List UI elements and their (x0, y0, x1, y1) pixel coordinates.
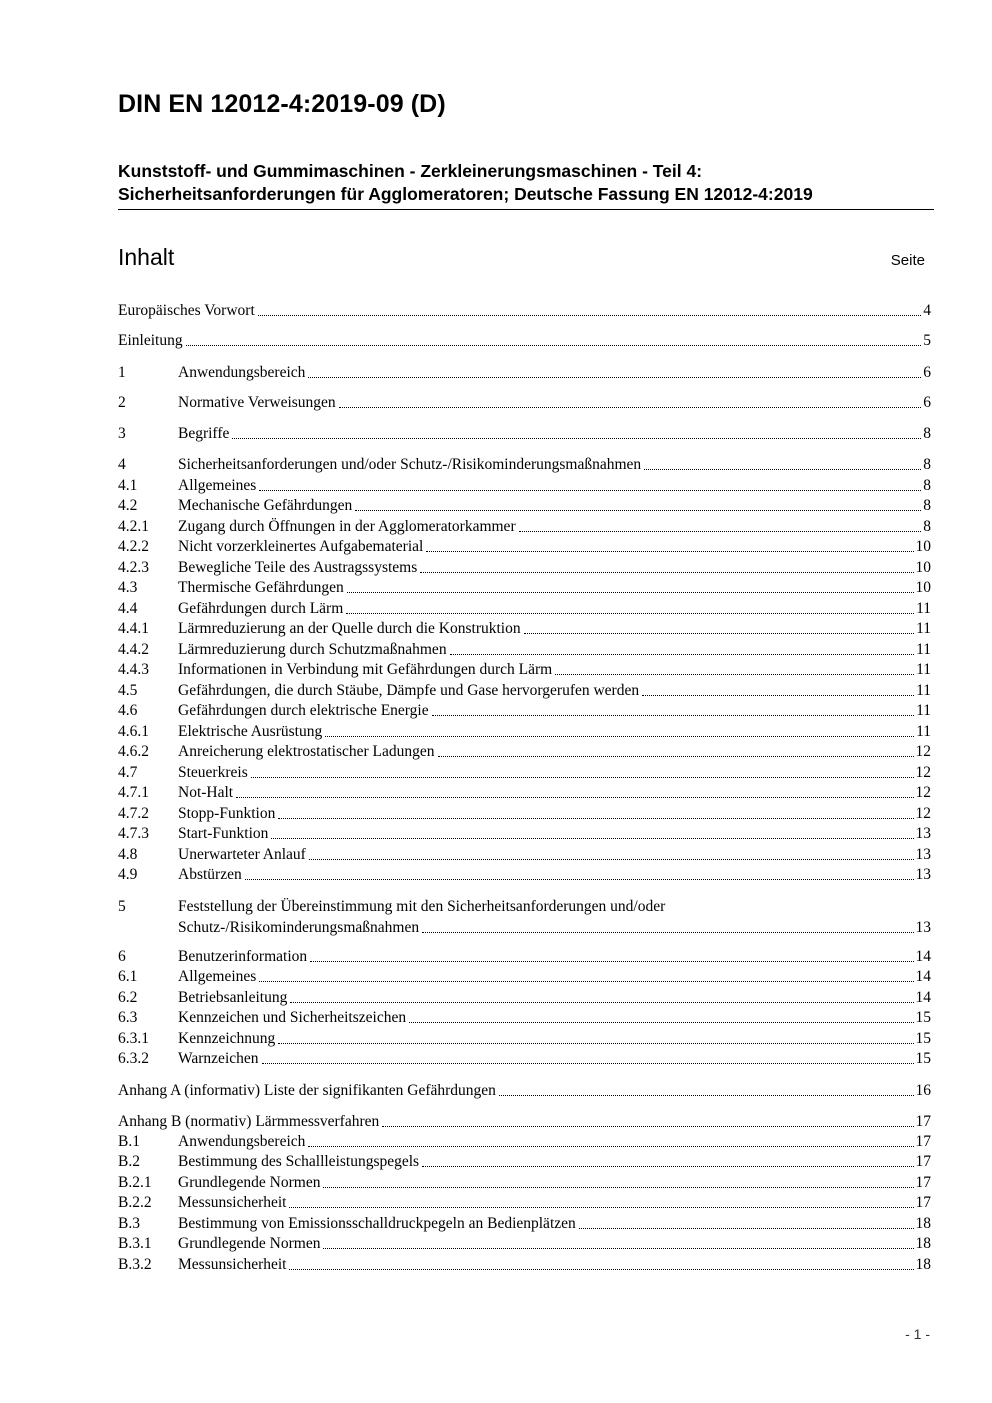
toc-entry-number: B.3.1 (118, 1235, 152, 1252)
toc-entry-page: 17 (915, 1133, 931, 1150)
toc-entry[interactable] (118, 762, 931, 783)
toc-entry-title: Europäisches Vorwort (118, 302, 255, 319)
toc-entry-title: Normative Verweisungen (178, 394, 336, 411)
dot-leader (524, 618, 914, 634)
toc-entry-title: Gefährdungen durch Lärm (178, 600, 344, 617)
toc-entry-number: 3 (118, 425, 126, 442)
toc-entry[interactable] (118, 844, 931, 865)
toc-entry-number: 6.2 (118, 989, 138, 1006)
toc-entry-title: Bewegliche Teile des Austragssystems (178, 559, 418, 576)
toc-entry[interactable] (118, 1048, 931, 1069)
toc-entry-number: 1 (118, 364, 126, 381)
toc-entry-page: 10 (915, 538, 931, 555)
dot-leader (644, 454, 921, 470)
dot-leader (325, 721, 914, 737)
dot-leader (422, 917, 913, 933)
toc-entry-title: Gefährdungen, die durch Stäube, Dämpfe und Gase hervorgerufen werden (178, 682, 640, 699)
toc-entry-page: 17 (915, 1113, 931, 1130)
dot-leader (432, 700, 914, 716)
toc-entry[interactable] (118, 454, 931, 475)
dot-leader (308, 362, 921, 378)
toc-entry[interactable] (118, 896, 931, 936)
toc-entry-page: 15 (915, 1009, 931, 1026)
toc-entry-page: 18 (915, 1215, 931, 1232)
toc-entry[interactable] (118, 1151, 931, 1172)
toc-entry[interactable] (118, 741, 931, 762)
toc-entry-number: 6.3 (118, 1009, 138, 1026)
toc-entry-number: 6.3.1 (118, 1030, 149, 1047)
toc-entry-title: Elektrische Ausrüstung (178, 723, 323, 740)
toc-entry-number: 4.7.2 (118, 805, 149, 822)
toc-entry-title: Mechanische Gefährdungen (178, 497, 353, 514)
toc-entry-title: Begriffe (178, 425, 230, 442)
dot-leader (555, 659, 914, 675)
toc-entry-page: 12 (915, 743, 931, 760)
toc-entry-title: Kennzeichen und Sicherheitszeichen (178, 1009, 407, 1026)
toc-entry-title: Grundlegende Normen (178, 1174, 321, 1191)
toc-entry[interactable] (118, 823, 931, 844)
toc-entry[interactable] (118, 966, 931, 987)
toc-entry-title: Betriebsanleitung (178, 989, 288, 1006)
toc-entry-title-continued: Schutz-/Risikominderungsmaßnahmen (178, 919, 420, 936)
toc-entry[interactable] (118, 392, 931, 413)
toc-entry-number: 4.4.1 (118, 620, 149, 637)
toc-entry-page: 15 (915, 1030, 931, 1047)
toc-entry[interactable] (118, 782, 931, 803)
dot-leader (309, 844, 914, 860)
dot-leader (259, 475, 921, 491)
toc-entry-page: 11 (916, 661, 931, 678)
toc-heading: Inhalt (118, 244, 175, 270)
toc-entry[interactable] (118, 1213, 931, 1234)
toc-entry[interactable] (118, 362, 931, 383)
toc-entry[interactable] (118, 300, 931, 321)
toc-entry-number: B.2.2 (118, 1194, 152, 1211)
dot-leader (186, 330, 922, 346)
toc-entry-page: 11 (916, 682, 931, 699)
dot-leader (259, 966, 913, 982)
dot-leader (346, 598, 914, 614)
toc-entry-number: 4 (118, 456, 126, 473)
toc-entry-number: 4.8 (118, 846, 138, 863)
toc-entry-page: 10 (915, 559, 931, 576)
toc-entry[interactable] (118, 423, 931, 444)
toc-entry-number: B.2.1 (118, 1174, 152, 1191)
toc-entry-title: Steuerkreis (178, 764, 248, 781)
dot-leader (308, 1131, 913, 1147)
toc-entry-number: 4.7.3 (118, 825, 149, 842)
page-number: - 1 - (905, 1326, 930, 1342)
toc-entry-number: 4.7 (118, 764, 138, 781)
dot-leader (289, 1192, 913, 1208)
toc-entry-page: 6 (923, 394, 931, 411)
toc-entry-number: B.3 (118, 1215, 140, 1232)
toc-entry-title: Nicht vorzerkleinertes Aufgabematerial (178, 538, 424, 555)
toc-entry-page: 5 (923, 332, 931, 349)
toc-entry[interactable] (118, 536, 931, 557)
toc-entry-number: 4.4.3 (118, 661, 149, 678)
dot-leader (450, 639, 914, 655)
dot-leader (323, 1172, 913, 1188)
toc-entry-title: Warnzeichen (178, 1050, 259, 1067)
toc-entry-number: 4.6 (118, 702, 138, 719)
toc-entry-number: 4.6.1 (118, 723, 149, 740)
toc-entry-number: 6 (118, 948, 126, 965)
document-subtitle (118, 160, 934, 210)
toc-entry-number: 4.2 (118, 497, 138, 514)
toc-entry-page: 14 (915, 968, 931, 985)
toc-entry-page: 11 (916, 600, 931, 617)
toc-entry-number: 4.2.1 (118, 518, 149, 535)
toc-entry-number: 4.9 (118, 866, 138, 883)
toc-entry[interactable] (118, 1111, 931, 1132)
toc-entry-page: 18 (915, 1235, 931, 1252)
toc-entry[interactable] (118, 864, 931, 885)
toc-entry-number: 2 (118, 394, 126, 411)
toc-entry[interactable] (118, 330, 931, 351)
toc-entry[interactable] (118, 659, 931, 680)
toc-entry[interactable] (118, 700, 931, 721)
toc-entry-page: 14 (915, 948, 931, 965)
toc-entry-title: Abstürzen (178, 866, 242, 883)
toc-entry-page: 8 (923, 477, 931, 494)
toc-entry-title: Lärmreduzierung an der Quelle durch die Konstruktion (178, 620, 521, 637)
dot-leader (245, 864, 914, 880)
toc-entry-title: Anhang B (normativ) Lärmmessverfahren (118, 1113, 380, 1130)
toc-entry-title: Grundlegende Normen (178, 1235, 321, 1252)
toc-entry-page: 18 (915, 1256, 931, 1273)
toc-entry-title: Thermische Gefährdungen (178, 579, 344, 596)
toc-entry-page: 8 (923, 456, 931, 473)
toc-entry[interactable] (118, 1028, 931, 1049)
toc-entry-title: Sicherheitsanforderungen und/oder Schutz-/Risikominderungsmaßnahmen (178, 456, 642, 473)
toc-entry-number: 4.4 (118, 600, 138, 617)
toc-entry-page: 13 (915, 825, 931, 842)
toc-entry-page: 13 (915, 846, 931, 863)
toc-entry[interactable] (118, 1172, 931, 1193)
toc-entry-number: 5 (118, 898, 126, 915)
toc-entry[interactable] (118, 987, 931, 1008)
toc-entry-page: 17 (915, 1194, 931, 1211)
dot-leader (382, 1111, 913, 1127)
toc-entry-number: 6.3.2 (118, 1050, 149, 1067)
toc-entry-number: B.3.2 (118, 1256, 152, 1273)
toc-entry-title: Zugang durch Öffnungen in der Agglomeratorkammer (178, 518, 516, 535)
toc-entry[interactable] (118, 1080, 931, 1101)
page-column-label: Seite (890, 252, 925, 269)
dot-leader (278, 803, 913, 819)
dot-leader (258, 300, 921, 316)
toc-entry-number: 4.5 (118, 682, 138, 699)
toc-entry-number: B.1 (118, 1133, 140, 1150)
dot-leader (251, 762, 914, 778)
dot-leader (422, 1151, 913, 1167)
toc-entry-page: 12 (915, 805, 931, 822)
toc-entry-page: 11 (916, 620, 931, 637)
toc-entry-title: Allgemeines (178, 968, 257, 985)
dot-leader (409, 1007, 913, 1023)
dot-leader (290, 987, 913, 1003)
toc-entry[interactable] (118, 557, 931, 578)
toc-entry-title: Unerwarteter Anlauf (178, 846, 306, 863)
toc-entry-page: 8 (923, 425, 931, 442)
toc-entry-page: 17 (915, 1153, 931, 1170)
dot-leader (232, 423, 921, 439)
dot-leader (323, 1233, 913, 1249)
toc-entry-title: Feststellung der Übereinstimmung mit den Sicherheitsanforderungen und/oder (178, 898, 666, 915)
toc-entry-number: 4.6.2 (118, 743, 149, 760)
toc-entry[interactable] (118, 803, 931, 824)
toc-entry-page: 10 (915, 579, 931, 596)
toc-entry-page: 17 (915, 1174, 931, 1191)
toc-entry-title: Anwendungsbereich (178, 364, 306, 381)
toc-entry-title: Start-Funktion (178, 825, 269, 842)
dot-leader (310, 946, 913, 962)
toc-entry-title: Anhang A (informativ) Liste der signifikanten Gefährdungen (118, 1082, 496, 1099)
toc-entry-title: Messunsicherheit (178, 1194, 287, 1211)
toc-entry-number: 4.1 (118, 477, 138, 494)
toc-entry-number: 4.2.2 (118, 538, 149, 555)
dot-leader (289, 1254, 913, 1270)
toc-entry[interactable] (118, 577, 931, 598)
toc-entry[interactable] (118, 475, 931, 496)
dot-leader (438, 741, 914, 757)
toc-entry[interactable] (118, 1007, 931, 1028)
toc-entry-title: Allgemeines (178, 477, 257, 494)
dot-leader (642, 680, 914, 696)
toc-entry-title: Bestimmung des Schallleistungspegels (178, 1153, 420, 1170)
toc-entry-title: Anwendungsbereich (178, 1133, 306, 1150)
toc-entry-page: 11 (916, 702, 931, 719)
toc-entry[interactable] (118, 721, 931, 742)
toc-entry-title: Kennzeichnung (178, 1030, 276, 1047)
toc-entry-page: 13 (915, 866, 931, 883)
toc-entry-page: 6 (923, 364, 931, 381)
toc-entry-page: 13 (915, 919, 931, 936)
toc-entry-page: 15 (915, 1050, 931, 1067)
toc-entry[interactable] (118, 598, 931, 619)
dot-leader (579, 1213, 914, 1229)
toc-entry-title: Not-Halt (178, 784, 234, 801)
toc-entry-number: 4.4.2 (118, 641, 149, 658)
toc-entry-number: 4.7.1 (118, 784, 149, 801)
dot-leader (271, 823, 913, 839)
toc-entry-number: 4.2.3 (118, 559, 149, 576)
dot-leader (519, 516, 922, 532)
toc-entry-title: Einleitung (118, 332, 183, 349)
toc-entry-title: Messunsicherheit (178, 1256, 287, 1273)
toc-entry[interactable] (118, 495, 931, 516)
toc-entry-title: Benutzerinformation (178, 948, 308, 965)
toc-entry-page: 11 (916, 641, 931, 658)
toc-entry-number: B.2 (118, 1153, 140, 1170)
toc-entry-page: 8 (923, 497, 931, 514)
dot-leader (236, 782, 913, 798)
toc-entry-page: 12 (915, 764, 931, 781)
toc-entry-page: 11 (916, 723, 931, 740)
toc-entry[interactable] (118, 680, 931, 701)
dot-leader (426, 536, 913, 552)
dot-leader (278, 1028, 913, 1044)
toc-entry-page: 4 (923, 302, 931, 319)
toc-entry[interactable] (118, 639, 931, 660)
toc-entry-page: 8 (923, 518, 931, 535)
toc-entry-title: Informationen in Verbindung mit Gefährdungen durch Lärm (178, 661, 553, 678)
dot-leader (347, 577, 914, 593)
dot-leader (499, 1080, 914, 1096)
toc-entry[interactable] (118, 1192, 931, 1213)
dot-leader (420, 557, 913, 573)
toc-entry-title: Gefährdungen durch elektrische Energie (178, 702, 429, 719)
toc-entry-title: Bestimmung von Emissionsschalldruckpegeln an Bedienplätzen (178, 1215, 576, 1232)
toc-entry-number: 4.3 (118, 579, 138, 596)
toc-entry-page: 16 (915, 1082, 931, 1099)
toc-entry[interactable] (118, 946, 931, 967)
toc-entry[interactable] (118, 516, 931, 537)
toc-entry[interactable] (118, 1254, 931, 1275)
toc-entry-number: 6.1 (118, 968, 138, 985)
dot-leader (355, 495, 921, 511)
dot-leader (262, 1048, 914, 1064)
toc-entry-title: Lärmreduzierung durch Schutzmaßnahmen (178, 641, 447, 658)
toc-entry-page: 12 (915, 784, 931, 801)
dot-leader (339, 392, 922, 408)
toc-entry[interactable] (118, 1131, 931, 1152)
document-title: DIN EN 12012-4:2019-09 (D) (118, 90, 446, 118)
subtitle-line-2: Sicherheitsanforderungen für Agglomeratoren; Deutsche Fassung EN 12012-4:2019 (118, 184, 813, 204)
toc-entry-page: 14 (915, 989, 931, 1006)
toc-entry-title: Stopp-Funktion (178, 805, 276, 822)
subtitle-line-1: Kunststoff- und Gummimaschinen - Zerkleinerungsmaschinen - Teil 4: (118, 161, 703, 181)
toc-entry[interactable] (118, 618, 931, 639)
toc-entry-title: Anreicherung elektrostatischer Ladungen (178, 743, 435, 760)
toc-entry[interactable] (118, 1233, 931, 1254)
